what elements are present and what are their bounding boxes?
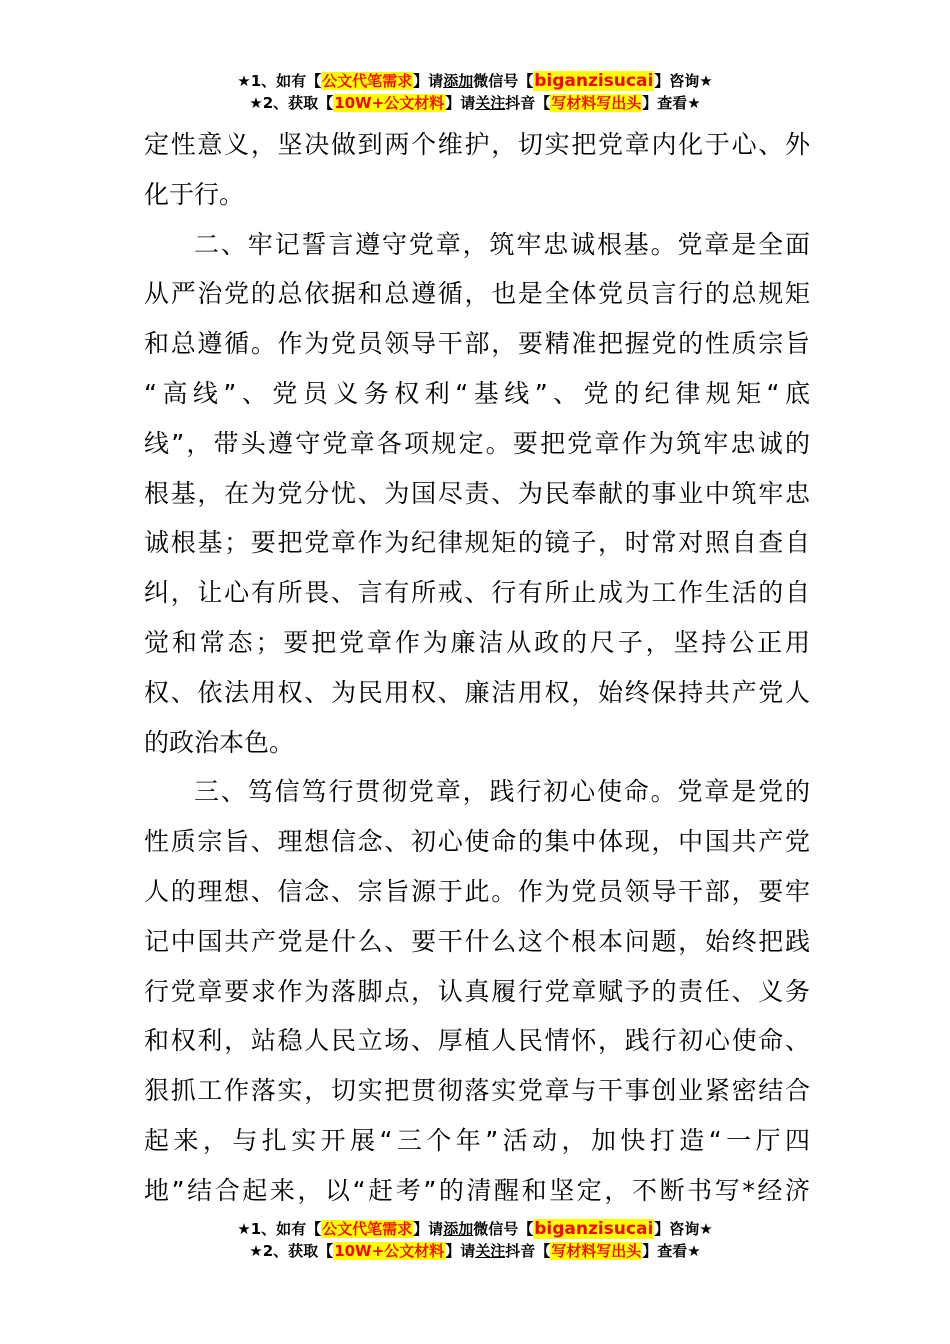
highlight-douyin-account: 写材料写出头 (551, 1242, 642, 1260)
document-body (144, 120, 810, 1216)
text-line: 的政治本色。 (144, 727, 295, 757)
text-line: 和总遵循。作为党员领导干部，要精准把握党的性质宗旨 (144, 329, 810, 359)
banner-text: ★1、如有【 (237, 1220, 322, 1238)
text-line: 权、依法用权、为民用权、廉洁用权，始终保持共产党人 (144, 677, 810, 707)
banner-underlined-text: 关注 (475, 1242, 506, 1260)
banner-text: 抖音【 (505, 94, 551, 112)
highlight-douyin-account: 写材料写出头 (551, 94, 642, 112)
text-line: 定性意义，坚决做到两个维护，切实把党章内化于心、外 (144, 130, 810, 159)
text-line: 性质宗旨、理想信念、初心使命的集中体现，中国共产党 (144, 827, 810, 857)
footer-banner (0, 1218, 950, 1262)
text-line: 地”结合起来，以“赶考”的清醒和坚定，不断书写*经济 (144, 1175, 810, 1205)
header-banner (0, 70, 950, 114)
banner-text: 】咨询★ (654, 1220, 713, 1238)
banner-text: 】请 (413, 72, 444, 90)
highlight-wechat-id: biganzisucai (534, 1219, 654, 1239)
section-heading-line: 三、笃信笃行贯彻党章，践行初心使命。党章是党的 (194, 777, 810, 807)
text-line: 行党章要求作为落脚点，认真履行党章赋予的责任、义务 (144, 976, 810, 1006)
banner-line-1 (0, 70, 950, 92)
text-line: 记中国共产党是什么、要干什么这个根本问题，始终把践 (144, 926, 810, 956)
banner-text: ★2、获取【 (249, 94, 334, 112)
text-line: 人的理想、信念、宗旨源于此。作为党员领导干部，要牢 (144, 876, 810, 906)
banner-text: 】咨询★ (654, 72, 713, 90)
text-line: 从严治党的总依据和总遵循，也是全体党员言行的总规矩 (144, 279, 810, 309)
text-line: 觉和常态；要把党章作为廉洁从政的尺子，坚持公正用 (144, 627, 810, 657)
banner-text: 】请 (445, 94, 476, 112)
banner-line-2 (0, 92, 950, 114)
banner-text: ★1、如有【 (237, 72, 322, 90)
banner-underlined-text: 关注 (475, 94, 506, 112)
text-line: 根基，在为党分忧、为国尽责、为民奉献的事业中筑牢忠 (144, 478, 810, 508)
highlight-materials: 10W+公文材料 (334, 1242, 445, 1260)
banner-text: 】查看★ (642, 94, 701, 112)
section-heading-line: 二、牢记誓言遵守党章，筑牢忠诚根基。党章是全面 (194, 229, 810, 259)
banner-text: 】请 (445, 1242, 476, 1260)
text-line: 纠，让心有所畏、言有所戒、行有所止成为工作生活的自 (144, 578, 810, 608)
banner-text: 】查看★ (642, 1242, 701, 1260)
text-line: 线”，带头遵守党章各项规定。要把党章作为筑牢忠诚的 (144, 428, 810, 458)
highlight-materials: 10W+公文材料 (334, 94, 445, 112)
banner-text: 微信号【 (473, 72, 534, 90)
highlight-service: 公文代笔需求 (322, 1220, 413, 1238)
banner-text: ★2、获取【 (249, 1242, 334, 1260)
banner-underlined-text: 添加 (443, 1220, 474, 1238)
banner-underlined-text: 添加 (443, 72, 474, 90)
banner-line-2 (0, 1240, 950, 1262)
text-line: 诚根基；要把党章作为纪律规矩的镜子，时常对照自查自 (144, 528, 810, 558)
banner-text: 】请 (413, 1220, 444, 1238)
banner-text: 微信号【 (473, 1220, 534, 1238)
text-line: 起来，与扎实开展“三个年”活动，加快打造“一厅四 (144, 1125, 810, 1155)
text-line: 化于行。 (144, 179, 245, 209)
text-line: “高线”、党员义务权利“基线”、党的纪律规矩“底 (144, 378, 810, 408)
highlight-service: 公文代笔需求 (322, 72, 413, 90)
banner-text: 抖音【 (505, 1242, 551, 1260)
text-line: 和权利，站稳人民立场、厚植人民情怀，践行初心使命、 (144, 1026, 810, 1056)
text-line: 狠抓工作落实，切实把贯彻落实党章与干事创业紧密结合 (144, 1076, 810, 1106)
highlight-wechat-id: biganzisucai (534, 71, 654, 91)
banner-line-1 (0, 1218, 950, 1240)
